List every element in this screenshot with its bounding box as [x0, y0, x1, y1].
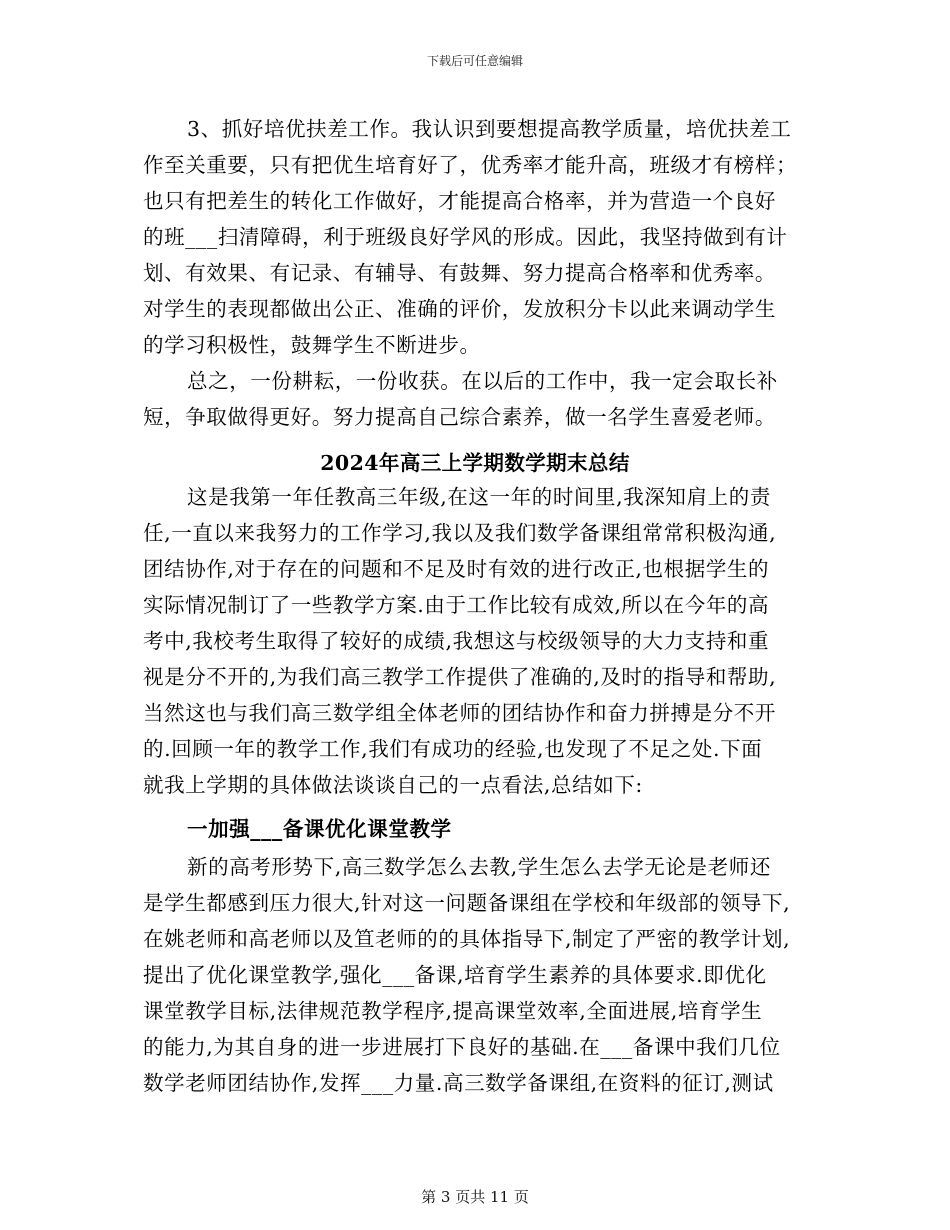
paragraph-line: 这是我第一年任教高三年级,在这一年的时间里,我深知肩上的责: [187, 485, 771, 509]
paragraph-line: 团结协作,对于存在的问题和不足及时有效的进行改正,也根据学生的: [143, 557, 770, 581]
paragraph-line: 也只有把差生的转化工作做好，才能提高合格率，并为营造一个良好: [143, 189, 776, 213]
paragraph-line: 考中,我校考生取得了较好的成绩,我想这与校级领导的大力支持和重: [143, 629, 770, 653]
paragraph-line: 就我上学期的具体做法谈谈自己的一点看法,总结如下:: [143, 773, 643, 797]
paragraph-line: 实际情况制订了一些教学方案.由于工作比较有成效,所以在今年的高: [143, 593, 770, 617]
page-footer: 第 3 页共 11 页: [421, 1188, 529, 1206]
paragraph-line: 新的高考形势下,高三数学怎么去教,学生怎么去学无论是老师还: [187, 855, 771, 879]
paragraph-line: 提出了优化课堂教学,强化___备课,培育学生素养的具体要求.即优化: [143, 963, 767, 987]
paragraph-line: 当然这也与我们高三数学组全体老师的团结协作和奋力拼搏是分不开: [143, 701, 776, 725]
paragraph-line: 的学习积极性，鼓舞学生不断进步。: [143, 333, 481, 357]
page-header: 下载后可任意编辑: [426, 54, 523, 68]
section-heading: 一加强___备课优化课堂教学: [187, 817, 452, 841]
paragraph-line: 视是分不开的,为我们高三教学工作提供了准确的,及时的指导和帮助,: [143, 665, 777, 689]
paragraph-line: 课堂教学目标,法律规范教学程序,提高课堂效率,全面进展,培育学生: [143, 999, 763, 1023]
paragraph-line: 对学生的表现都做出公正、准确的评价，发放积分卡以此来调动学生: [143, 297, 776, 321]
paragraph-line: 总之，一份耕耘，一份收获。在以后的工作中，我一定会取长补: [187, 369, 778, 393]
paragraph-line: 的能力,为其自身的进一步进展打下良好的基础.在___备课中我们几位: [143, 1035, 781, 1059]
paragraph-line: 是学生都感到压力很大,针对这一问题备课组在学校和年级部的领导下,: [143, 891, 791, 915]
paragraph-line: 数学老师团结协作,发挥___力量.高三数学备课组,在资料的征订,测试: [143, 1071, 774, 1095]
paragraph-line: 在姚老师和高老师以及笪老师的的具体指导下,制定了严密的教学计划,: [143, 927, 791, 951]
paragraph-line: 划、有效果、有记录、有辅导、有鼓舞、努力提高合格率和优秀率。: [143, 261, 776, 285]
paragraph-line: 3、抓好培优扶差工作。我认识到要想提高教学质量，培优扶差工: [187, 117, 792, 141]
paragraph-line: 短，争取做得更好。努力提高自己综合素养，做一名学生喜爱老师。: [143, 405, 776, 429]
document-title: 2024年高三上学期数学期末总结: [320, 451, 630, 475]
paragraph-line: 的.回顾一年的教学工作,我们有成功的经验,也发现了不足之处.下面: [143, 737, 763, 761]
paragraph-line: 任,一直以来我努力的工作学习,我以及我们数学备课组常常积极沟通,: [143, 521, 777, 545]
paragraph-line: 作至关重要，只有把优生培育好了，优秀率才能升高，班级才有榜样；: [143, 153, 798, 177]
paragraph-line: 的班___扫清障碍，利于班级良好学风的形成。因此，我坚持做到有计: [143, 225, 788, 249]
